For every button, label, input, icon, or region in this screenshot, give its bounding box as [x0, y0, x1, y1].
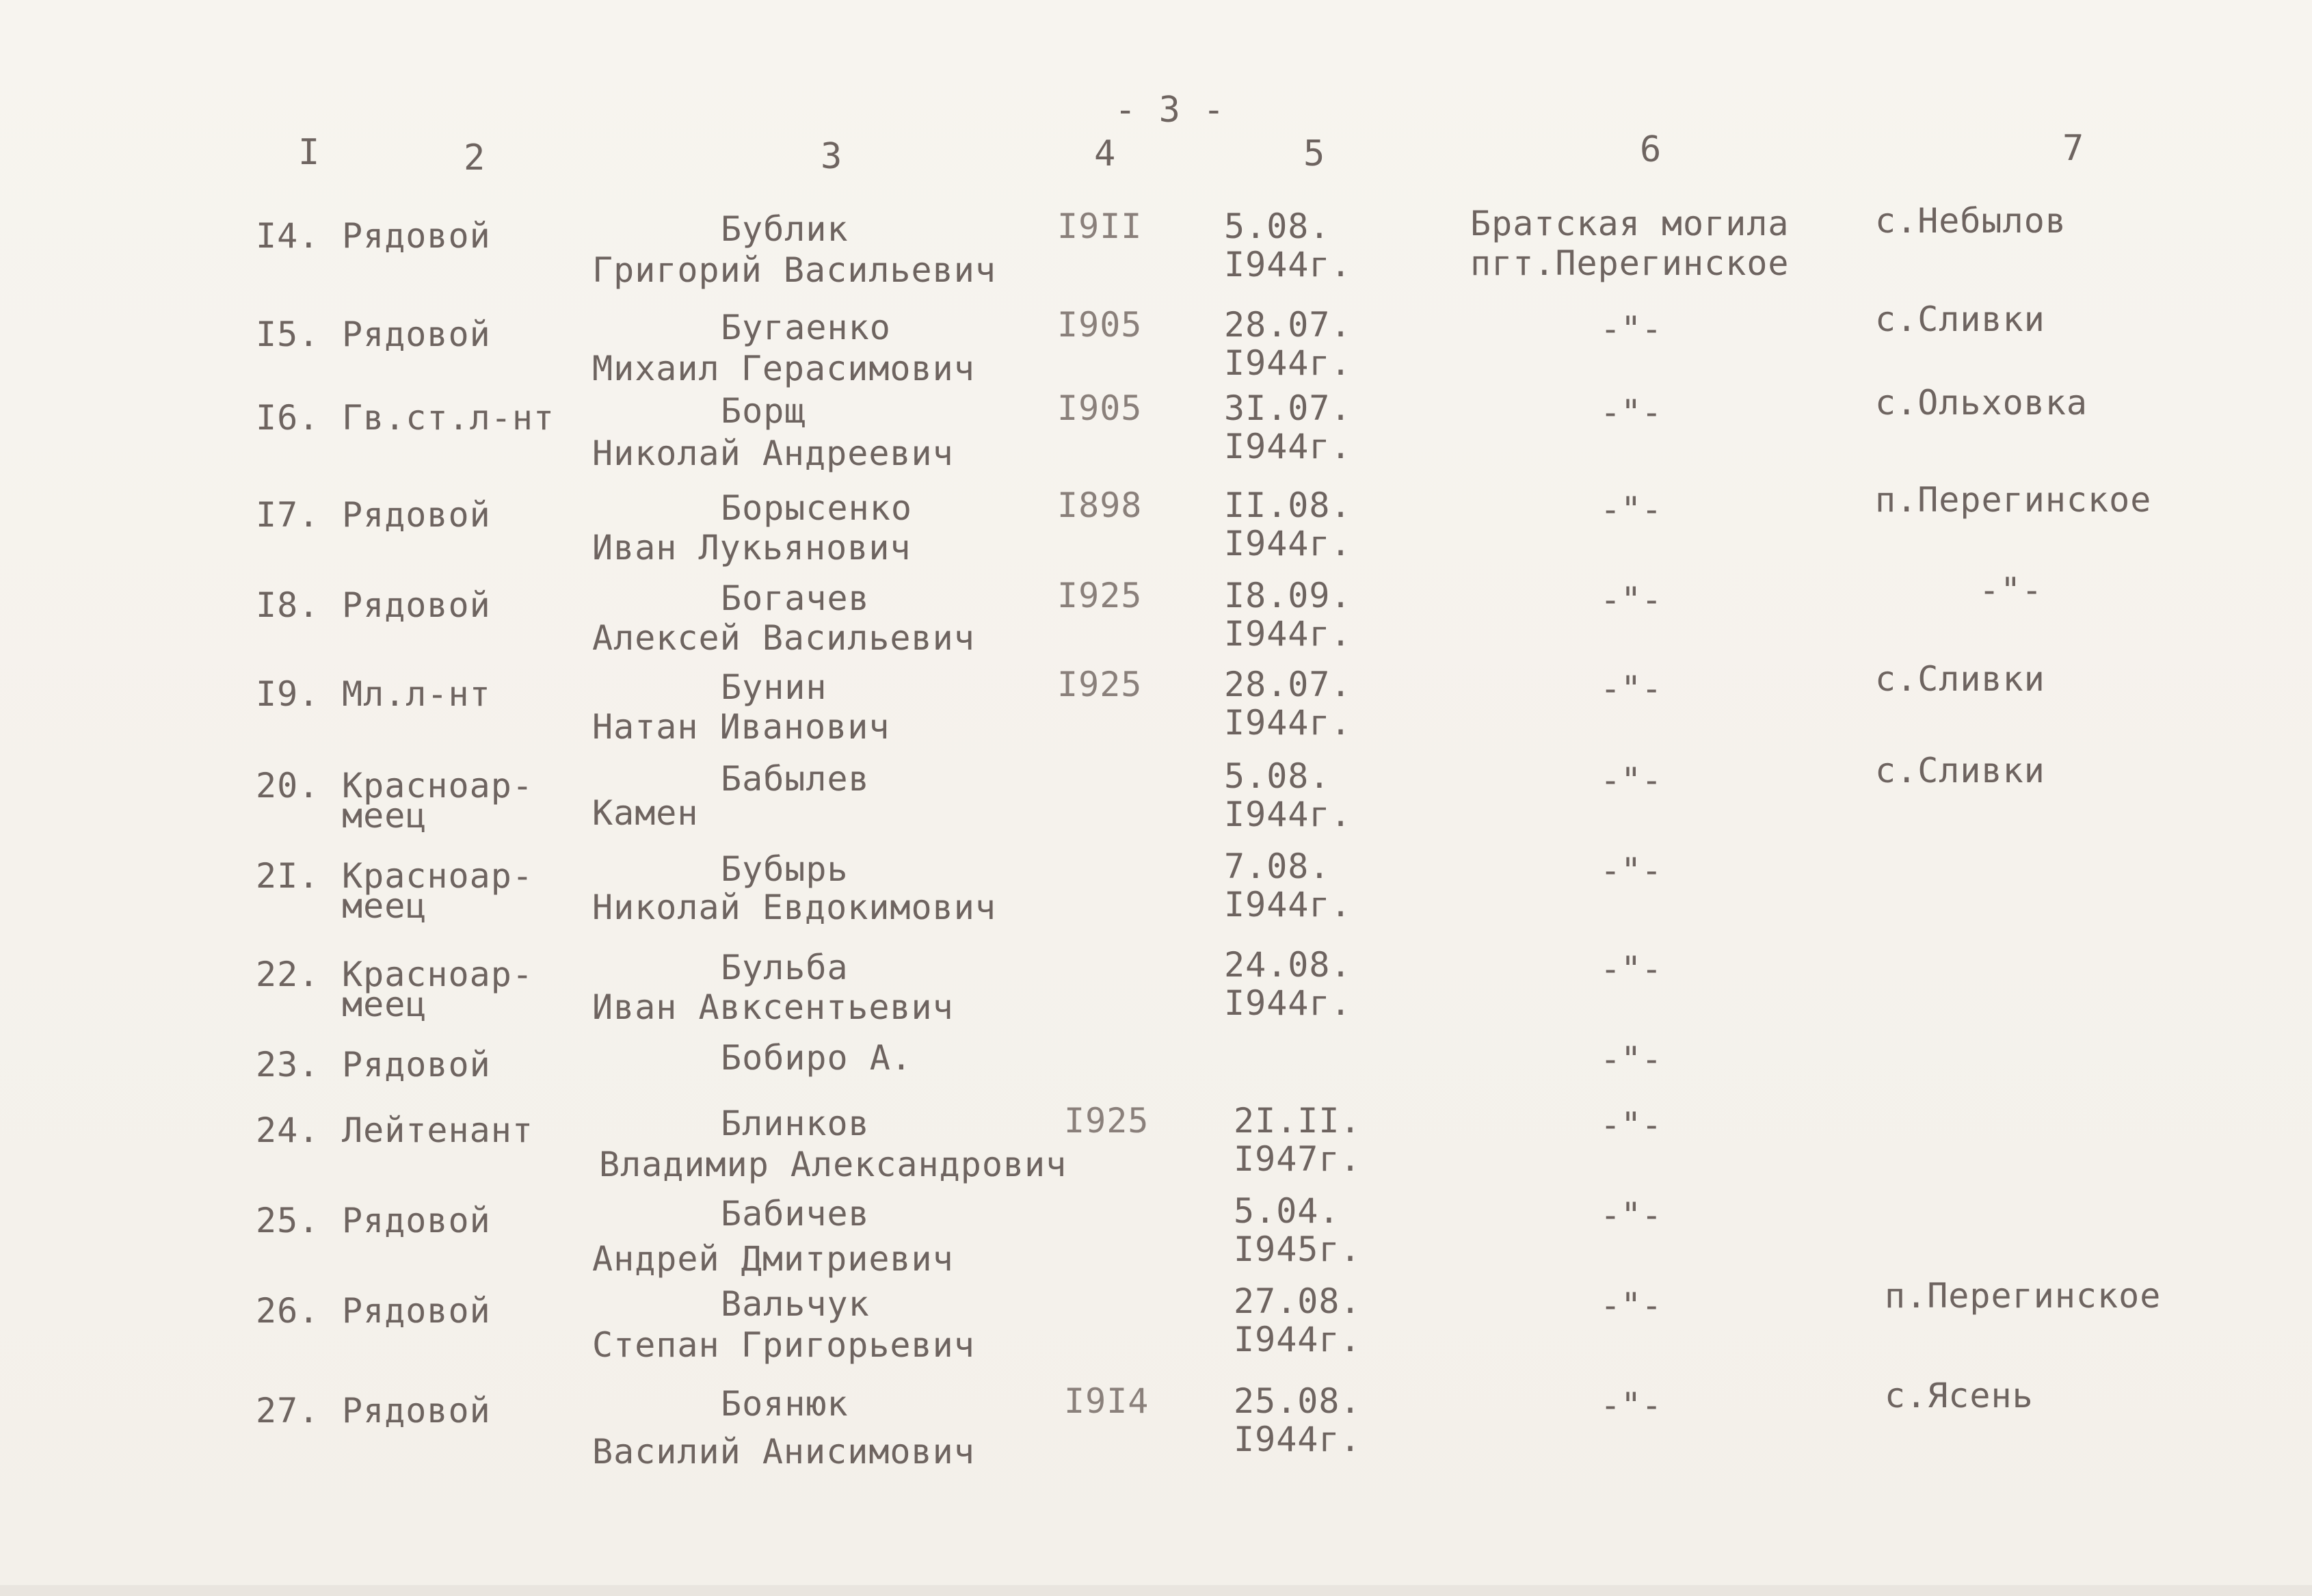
death-date: I944г.	[1224, 885, 1352, 925]
birth-year: I925	[1057, 665, 1143, 704]
rank: Рядовой	[342, 1201, 491, 1240]
place-of-death: с.Ольховка	[1875, 383, 2088, 423]
surname: Вальчук	[721, 1284, 870, 1324]
death-date: 27.08.	[1234, 1281, 1361, 1321]
given-names: Владимир Александрович	[599, 1145, 1067, 1184]
row-number: 27.	[256, 1391, 320, 1431]
surname: Бабичев	[721, 1194, 870, 1234]
given-names: Николай Андреевич	[592, 434, 954, 473]
page-bottom-edge	[0, 1585, 2312, 1596]
rank: Красноар-	[342, 856, 533, 896]
death-date: I944г.	[1224, 795, 1352, 834]
death-date: 25.08.	[1234, 1381, 1361, 1421]
row-number: 2I.	[256, 856, 320, 896]
column-header-4: 4	[1094, 133, 1117, 174]
birth-year: I925	[1064, 1101, 1150, 1141]
place-of-death: с.Сливки	[1875, 659, 2045, 699]
row-number: I7.	[256, 495, 320, 535]
burial-place: -"-	[1600, 669, 1662, 708]
given-names: Василий Анисимович	[592, 1432, 975, 1472]
birth-year: I925	[1057, 576, 1143, 615]
place-of-death: -"-	[1979, 570, 2043, 610]
death-date: I947г.	[1234, 1139, 1361, 1179]
given-names: Андрей Дмитриевич	[592, 1239, 954, 1279]
burial-place: -"-	[1600, 1385, 1662, 1425]
death-date: I8.09.	[1224, 576, 1352, 615]
birth-year: I9I4	[1064, 1381, 1150, 1421]
given-names: Натан Иванович	[592, 707, 890, 747]
given-names: Иван Лукьянович	[592, 528, 912, 568]
surname: Бунин	[721, 667, 827, 707]
burial-place: -"-	[1600, 1286, 1662, 1325]
birth-year: I9II	[1057, 207, 1143, 246]
burial-place: пгт.Перегинское	[1470, 243, 1790, 283]
rank: Красноар-	[342, 955, 533, 994]
surname: Бугаенко	[721, 308, 891, 347]
row-number: 24.	[256, 1110, 320, 1150]
rank: Рядовой	[342, 1045, 491, 1085]
place-of-death: с.Ясень	[1885, 1376, 2034, 1415]
rank: меец	[342, 886, 427, 926]
rank: меец	[342, 985, 427, 1024]
burial-place: Братская могила	[1470, 204, 1790, 243]
row-number: I9.	[256, 674, 320, 714]
rank: Рядовой	[342, 216, 491, 256]
death-date: I944г.	[1224, 524, 1352, 563]
surname: Бульба	[721, 948, 849, 987]
row-number: I4.	[256, 216, 320, 256]
burial-place: -"-	[1600, 1195, 1662, 1235]
column-header-5: 5	[1303, 133, 1326, 174]
death-date: 5.04.	[1234, 1191, 1340, 1231]
row-number: 20.	[256, 766, 320, 806]
given-names: Алексей Васильевич	[592, 618, 975, 658]
burial-place: -"-	[1600, 1039, 1662, 1079]
death-date: I944г.	[1224, 245, 1352, 284]
death-date: 3I.07.	[1224, 388, 1352, 428]
given-names: Иван Авксентьевич	[592, 987, 954, 1027]
death-date: 24.08.	[1224, 945, 1352, 985]
place-of-death: п.Перегинское	[1875, 480, 2152, 520]
surname: Бублик	[721, 209, 849, 249]
death-date: I944г.	[1234, 1420, 1361, 1459]
column-header-3: 3	[821, 136, 843, 177]
death-date: 28.07.	[1224, 665, 1352, 704]
birth-year: I898	[1057, 486, 1143, 525]
surname: Блинков	[721, 1104, 870, 1143]
row-number: I5.	[256, 315, 320, 354]
burial-place: -"-	[1600, 580, 1662, 620]
burial-place: -"-	[1600, 851, 1662, 890]
rank: Рядовой	[342, 1291, 491, 1331]
page-number: - 3 -	[1115, 90, 1225, 131]
rank: Рядовой	[342, 1391, 491, 1431]
death-date: I944г.	[1234, 1320, 1361, 1359]
rank: меец	[342, 796, 427, 836]
birth-year: I905	[1057, 305, 1143, 345]
rank: Рядовой	[342, 585, 491, 625]
rank: Лейтенант	[342, 1110, 533, 1150]
row-number: I8.	[256, 585, 320, 625]
death-date: I944г.	[1224, 343, 1352, 383]
surname: Боянюк	[721, 1384, 849, 1424]
burial-place: -"-	[1600, 760, 1662, 800]
given-names: Степан Григорьевич	[592, 1325, 975, 1365]
burial-place: -"-	[1600, 1105, 1662, 1145]
rank: Рядовой	[342, 315, 491, 354]
given-names: Григорий Васильевич	[592, 250, 996, 290]
place-of-death: с.Небылов	[1875, 201, 2067, 241]
row-number: I6.	[256, 398, 320, 438]
surname: Борщ	[721, 391, 806, 431]
surname: Борысенко	[721, 488, 912, 528]
death-date: II.08.	[1224, 486, 1352, 525]
rank: Гв.ст.л-нт	[342, 398, 555, 438]
row-number: 25.	[256, 1201, 320, 1240]
death-date: 7.08.	[1224, 847, 1331, 886]
burial-place: -"-	[1600, 490, 1662, 529]
place-of-death: с.Сливки	[1875, 751, 2045, 790]
given-names: Николай Евдокимович	[592, 888, 996, 927]
death-date: 2I.II.	[1234, 1101, 1361, 1141]
surname: Богачев	[721, 578, 870, 618]
column-header-1: I	[298, 132, 321, 173]
death-date: I944г.	[1224, 983, 1352, 1023]
death-date: I944г.	[1224, 427, 1352, 466]
surname: Бубырь	[721, 849, 849, 889]
burial-place: -"-	[1600, 309, 1662, 349]
rank: Мл.л-нт	[342, 674, 491, 714]
place-of-death: с.Сливки	[1875, 300, 2045, 339]
given-names: Камен	[592, 793, 699, 833]
column-header-7: 7	[2062, 128, 2085, 169]
birth-year: I905	[1057, 388, 1143, 428]
death-date: 28.07.	[1224, 305, 1352, 345]
place-of-death: п.Перегинское	[1885, 1276, 2162, 1316]
surname: Бобиро А.	[721, 1038, 912, 1078]
death-date: 5.08.	[1224, 207, 1331, 246]
given-names: Михаил Герасимович	[592, 349, 975, 388]
death-date: 5.08.	[1224, 756, 1331, 796]
death-date: I944г.	[1224, 614, 1352, 654]
burial-place: -"-	[1600, 949, 1662, 989]
rank: Красноар-	[342, 766, 533, 806]
death-date: I945г.	[1234, 1229, 1361, 1269]
row-number: 26.	[256, 1291, 320, 1331]
rank: Рядовой	[342, 495, 491, 535]
column-header-6: 6	[1640, 129, 1662, 170]
row-number: 23.	[256, 1045, 320, 1085]
burial-place: -"-	[1600, 393, 1662, 432]
death-date: I944г.	[1224, 703, 1352, 743]
surname: Бабылев	[721, 759, 870, 799]
column-header-2: 2	[464, 137, 486, 178]
row-number: 22.	[256, 955, 320, 994]
